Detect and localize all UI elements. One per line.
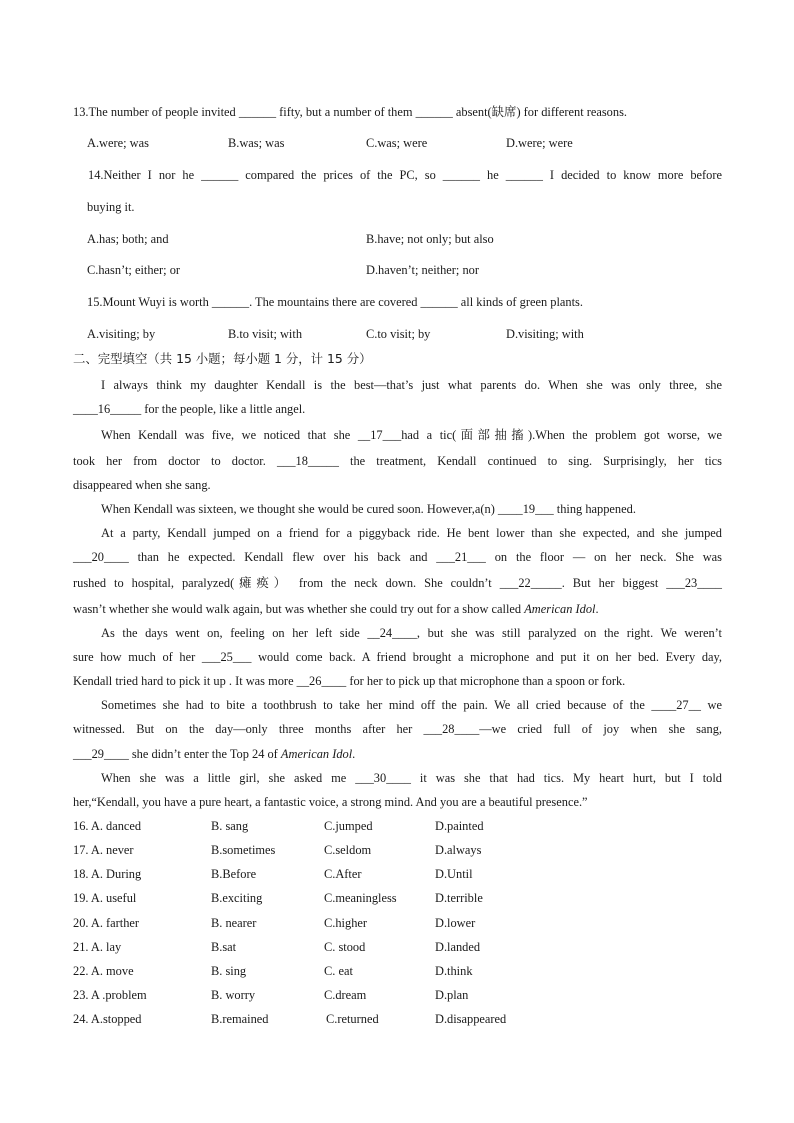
q21-option-b: B.sat bbox=[211, 940, 237, 954]
q18-option-c: C.After bbox=[324, 867, 362, 881]
passage-p5-line-3: Kendall tried hard to pick it up . It was more __26____ for her to pick up that microphone than a spoon or fork. bbox=[73, 674, 626, 688]
passage-p3-line-1: When Kendall was sixteen, we thought she would be cured soon. However,a(n) ____19___ thing happened. bbox=[101, 502, 636, 516]
q17-option-d: D.always bbox=[435, 843, 482, 857]
passage-p6-line-3-text: ___29____ she didn’t enter the Top 24 of bbox=[73, 747, 281, 761]
q15-option-d: D.visiting; with bbox=[506, 327, 584, 341]
q14-option-b: B.have; not only; but also bbox=[366, 232, 494, 246]
q18-option-a: 18. A. During bbox=[73, 867, 142, 881]
q15-option-b: B.to visit; with bbox=[228, 327, 303, 341]
q18-option-d: D.Until bbox=[435, 867, 473, 881]
passage-p1-line-1: I always think my daughter Kendall is the best—that’s just what parents do. When she was only three, she bbox=[101, 378, 722, 392]
q20-option-d: D.lower bbox=[435, 916, 476, 930]
q19-option-c: C.meaningless bbox=[324, 891, 397, 905]
q24-option-c: C.returned bbox=[326, 1012, 379, 1026]
q13-option-d: D.were; were bbox=[506, 136, 573, 150]
q13-option-c: C.was; were bbox=[366, 136, 428, 150]
q17-option-c: C.seldom bbox=[324, 843, 372, 857]
q19-option-a: 19. A. useful bbox=[73, 891, 137, 905]
passage-p5-line-1: As the days went on, feeling on her left side __24____, but she was still paralyzed on the right. We weren’t bbox=[101, 626, 722, 640]
passage-p6-line-3-end: . bbox=[352, 747, 356, 761]
q24-option-b: B.remained bbox=[211, 1012, 269, 1026]
passage-p6-line-2: witnessed. But on the day—only three months after her ___28____—we cried full of joy when she sang, bbox=[73, 722, 722, 736]
q19-option-b: B.exciting bbox=[211, 891, 263, 905]
passage-p2-line-3: disappeared when she sang. bbox=[73, 478, 211, 492]
q20-option-b: B. nearer bbox=[211, 916, 257, 930]
q23-option-b: B. worry bbox=[211, 988, 256, 1002]
q13-option-a: A.were; was bbox=[87, 136, 149, 150]
q23-option-a: 23. A .problem bbox=[73, 988, 147, 1002]
q21-option-a: 21. A. lay bbox=[73, 940, 122, 954]
q14-option-a: A.has; both; and bbox=[87, 232, 169, 246]
passage-p2-line-2: took her from doctor to doctor. ___18_____ the treatment, Kendall continued to sing. Surprisingly, her tics bbox=[73, 454, 722, 468]
show-title-american-idol-2: American Idol bbox=[280, 747, 353, 761]
passage-p4-line-4-end: . bbox=[595, 602, 599, 616]
q16-option-a: 16. A. danced bbox=[73, 819, 142, 833]
q19-option-d: D.terrible bbox=[435, 891, 483, 905]
q22-option-c: C. eat bbox=[324, 964, 353, 978]
q17-option-b: B.sometimes bbox=[211, 843, 276, 857]
q17-option-a: 17. A. never bbox=[73, 843, 134, 857]
q23-option-c: C.dream bbox=[324, 988, 367, 1002]
q15-option-c: C.to visit; by bbox=[366, 327, 431, 341]
q20-option-c: C.higher bbox=[324, 916, 368, 930]
passage-p4-line-4-text: wasn’t whether she would walk again, but was whether she could try out for a show called bbox=[73, 602, 525, 616]
q14-option-c: C.hasn’t; either; or bbox=[87, 263, 181, 277]
question-14-line-1: 14.Neither I nor he ______ compared the prices of the PC, so ______ he ______ I decided to know more before bbox=[88, 168, 722, 182]
question-15-text: 15.Mount Wuyi is worth ______. The mountains there are covered ______ all kinds of green plants. bbox=[87, 295, 583, 309]
q24-option-a: 24. A.stopped bbox=[73, 1012, 142, 1026]
q16-option-b: B. sang bbox=[211, 819, 249, 833]
passage-p5-line-2: sure how much of her ___25___ would come back. A friend brought a microphone and put it on her bed. Every day, bbox=[73, 650, 722, 664]
q22-option-d: D.think bbox=[435, 964, 473, 978]
q22-option-b: B. sing bbox=[211, 964, 247, 978]
passage-p7-line-2: her,“Kendall, you have a pure heart, a fantastic voice, a strong mind. And you are a beautiful presence.” bbox=[73, 795, 588, 809]
passage-p6-line-1: Sometimes she had to bite a toothbrush to take her mind off the pain. We all cried because of the ____27__ we bbox=[101, 698, 722, 712]
show-title-american-idol: American Idol bbox=[524, 602, 596, 616]
q22-option-a: 22. A. move bbox=[73, 964, 134, 978]
passage-p4-line-2: ___20____ than he expected. Kendall flew over his back and ___21___ on the floor — on her neck. She was bbox=[73, 550, 722, 564]
q18-option-b: B.Before bbox=[211, 867, 257, 881]
q16-option-c: C.jumped bbox=[324, 819, 373, 833]
q23-option-d: D.plan bbox=[435, 988, 469, 1002]
passage-p4-line-3: rushed to hospital, paralyzed(瘫痪） from the neck down. She couldn’t ___22_____. But her biggest ___23____ bbox=[73, 576, 722, 590]
section-2-title: 二、完型填空（共 15 小题；每小题 1 分，计 15 分） bbox=[73, 351, 372, 366]
passage-p7-line-1: When she was a little girl, she asked me ___30____ it was she that had tics. My heart hurt, but I told bbox=[101, 771, 722, 785]
question-14-line-2: buying it. bbox=[87, 200, 135, 214]
passage-p4-line-1: At a party, Kendall jumped on a friend for a piggyback ride. He bent lower than she expected, and she jumped bbox=[101, 526, 722, 540]
q21-option-d: D.landed bbox=[435, 940, 481, 954]
q13-option-b: B.was; was bbox=[228, 136, 285, 150]
passage-p1-line-2: ____16_____ for the people, like a little angel. bbox=[73, 402, 306, 416]
q14-option-d: D.haven’t; neither; nor bbox=[366, 263, 479, 277]
q21-option-c: C. stood bbox=[324, 940, 366, 954]
q16-option-d: D.painted bbox=[435, 819, 484, 833]
q24-option-d: D.disappeared bbox=[435, 1012, 507, 1026]
q20-option-a: 20. A. farther bbox=[73, 916, 140, 930]
passage-p2-line-1: When Kendall was five, we noticed that she __17___had a tic(面部抽搐).When the problem got worse, we bbox=[101, 428, 722, 442]
passage-p4-line-4 bbox=[73, 601, 599, 617]
question-13-text: 13.The number of people invited ______ fifty, but a number of them ______ absent(缺席) for different reasons. bbox=[73, 105, 627, 119]
passage-p6-line-3 bbox=[73, 746, 355, 762]
q15-option-a: A.visiting; by bbox=[87, 327, 156, 341]
